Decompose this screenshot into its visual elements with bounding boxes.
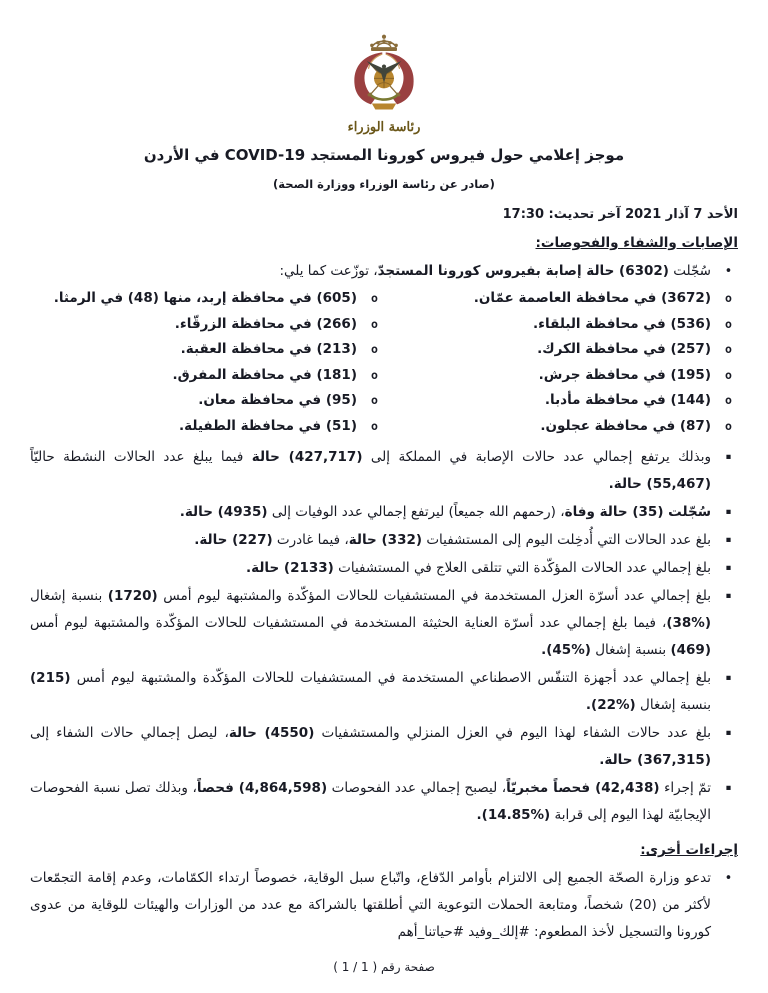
governorate-item-ajloun <box>384 414 738 440</box>
circle-bullet-icon: o <box>371 316 378 331</box>
governorate-text: (51) في محافظة الطفيلة. <box>179 417 357 434</box>
bullet-ventilators <box>30 665 738 719</box>
bullet-recoveries <box>30 720 738 774</box>
circle-bullet-icon: o <box>725 316 732 331</box>
governorate-item-zarqa <box>30 312 384 338</box>
governorate-item-balqa <box>384 312 738 338</box>
circle-bullet-icon: o <box>725 342 732 356</box>
total-cases-text: وبذلك يرتفع إجمالي عدد حالات الإصابة في المملكة إلى (427,717) حالة فيما يبلغ عدد الحالات النشطة حاليّاً (55,467) حالة. <box>30 449 711 492</box>
logo-caption: رئاسة الوزراء <box>347 120 421 135</box>
governorate-item-maan <box>30 388 384 414</box>
square-bullet-icon: ▪ <box>725 507 732 517</box>
round-bullet-icon: • <box>724 264 733 279</box>
circle-bullet-icon: o <box>725 393 732 407</box>
circle-bullet-icon: o <box>371 367 378 382</box>
section-heading-other: إجراءات أخرى: <box>640 842 738 858</box>
governorate-text: (181) في محافظة المفرق. <box>172 366 357 383</box>
other-measures-text: تدعو وزارة الصحّة الجميع إلى الالتزام بأوامر الدّفاع، واتّباع سبل الوقاية، خصوصاً ارتداء الكمّامات، وعدم إقامة التجمّعات لأكثر من (20) شخصاً، ومتابعة الحملات التوعوية التي أطلقتها بالشراكة مع عدد من الوزارات والهيئات للوقاية من عدوى كورونا والتسجيل لأخذ المطعوم: #إلك_وفيد #حياتنا_أهم <box>30 870 711 940</box>
square-bullet-icon: ▪ <box>725 535 732 545</box>
isolation-beds-text: بلغ إجمالي عدد أسرّة العزل المستخدمة في المستشفيات للحالات المؤكّدة والمشتبهة ليوم أمس (1720) بنسبة إشغال (%38)، فيما بلغ إجمالي عدد أسرّة العناية الحثيثة المستخدمة في المستشفيات للحالات المؤكّدة والمشتبهة ليوم أمس (469) بنسبة إشغال (%45). <box>30 588 711 658</box>
recoveries-text: بلغ عدد حالات الشفاء لهذا اليوم في العزل المنزلي والمستشفيات (4550) حالة، ليصل إجمالي حالات الشفاء إلى (367,315) حالة. <box>30 725 711 768</box>
bullet-isolation-beds <box>30 583 738 664</box>
governorate-text: (87) في محافظة عجلون. <box>540 417 711 434</box>
governorate-text: (257) في محافظة الكرك. <box>537 341 711 357</box>
document-title: موجز إعلامي حول فيروس كورونا المستجد COVID-19 في الأردن <box>143 146 625 164</box>
date-line: الأحد 7 آذار 2021 آخر تحديث: 17:30 <box>502 207 738 222</box>
section-heading-cases: الإصابات والشفاء والفحوصات: <box>535 235 738 251</box>
governorate-item-aqaba <box>30 337 384 363</box>
admissions-text: بلغ عدد الحالات التي أُدخِلت اليوم إلى المستشفيات (332) حالة، فيما غادرت (227) حالة. <box>194 532 711 548</box>
governorate-item-amman <box>384 286 738 312</box>
square-bullet-icon: ▪ <box>725 563 732 573</box>
governorate-text: (144) في محافظة مأدبا. <box>544 392 711 408</box>
square-bullet-icon: ▪ <box>725 591 732 601</box>
circle-bullet-icon: o <box>725 291 732 305</box>
governorate-text: (195) في محافظة جرش. <box>538 366 711 383</box>
page-number: صفحة رقم ( 1 / 1 ) <box>333 960 435 974</box>
bullet-hospital-admissions <box>30 527 738 554</box>
square-bullet-icon: ▪ <box>725 673 732 683</box>
circle-bullet-icon: o <box>371 342 378 356</box>
jordan-coat-of-arms-icon <box>332 30 436 118</box>
governorate-item-madaba <box>384 388 738 414</box>
tests-text: تمّ إجراء (42,438) فحصاً مخبريّاً، ليصبح إجمالي عدد الفحوصات (4,864,598) فحصاً، وبذلك تصل نسبة الفحوصات الإيجابيّة لهذا اليوم إلى قرابة (%14.85). <box>30 780 712 823</box>
bullet-total-cases <box>30 444 738 498</box>
square-bullet-icon: ▪ <box>725 452 732 462</box>
circle-bullet-icon: o <box>725 418 732 433</box>
new-cases-text: سُجّلت (6302) حالة إصابة بفيروس كورونا المستجدّ، توزّعت كما يلي: <box>279 263 711 279</box>
circle-bullet-icon: o <box>371 393 378 407</box>
bullet-in-hospital <box>30 555 738 582</box>
square-bullet-icon: ▪ <box>725 783 732 793</box>
bullet-tests <box>30 775 738 829</box>
circle-bullet-icon: o <box>725 367 732 382</box>
governorate-text: (536) في محافظة البلقاء. <box>533 315 711 332</box>
governorate-list <box>30 286 738 439</box>
governorate-item-mafraq <box>30 363 384 389</box>
logo-block <box>30 30 738 134</box>
in-hospital-text: بلغ إجمالي عدد الحالات المؤكّدة التي تتلقى العلاج في المستشفيات (2133) حالة. <box>246 560 711 576</box>
document-subtitle: (صادر عن رئاسة الوزراء ووزارة الصحة) <box>273 177 495 191</box>
governorate-item-irbid <box>30 286 384 312</box>
ventilators-text: بلغ إجمالي عدد أجهزة التنفّس الاصطناعي المستخدمة في المستشفيات للحالات المؤكّدة والمشتبهة ليوم أمس (215) بنسبة إشغال (%22). <box>30 670 711 713</box>
circle-bullet-icon: o <box>371 291 378 305</box>
governorate-text: (3672) في محافظة العاصمة عمّان. <box>473 290 711 306</box>
bullet-new-cases <box>30 258 738 285</box>
governorate-text: (605) في محافظة إربد، منها (48) في الرمثا. <box>53 290 357 306</box>
governorate-item-tafileh <box>30 414 384 440</box>
square-bullet-icon: ▪ <box>725 728 732 738</box>
governorate-text: (95) في محافظة معان. <box>198 392 357 408</box>
circle-bullet-icon: o <box>371 418 378 433</box>
governorate-item-karak <box>384 337 738 363</box>
deaths-text: سُجّلت (35) حالة وفاة، (رحمهم الله جميعاً) ليرتفع إجمالي عدد الوفيات إلى (4935) حالة. <box>179 504 711 520</box>
governorate-text: (266) في محافظة الزرقّاء. <box>174 315 357 332</box>
round-bullet-icon: • <box>724 871 733 886</box>
bullet-deaths <box>30 499 738 526</box>
governorate-item-jerash <box>384 363 738 389</box>
bullet-other-measures <box>30 865 738 946</box>
governorate-text: (213) في محافظة العقبة. <box>180 341 357 357</box>
